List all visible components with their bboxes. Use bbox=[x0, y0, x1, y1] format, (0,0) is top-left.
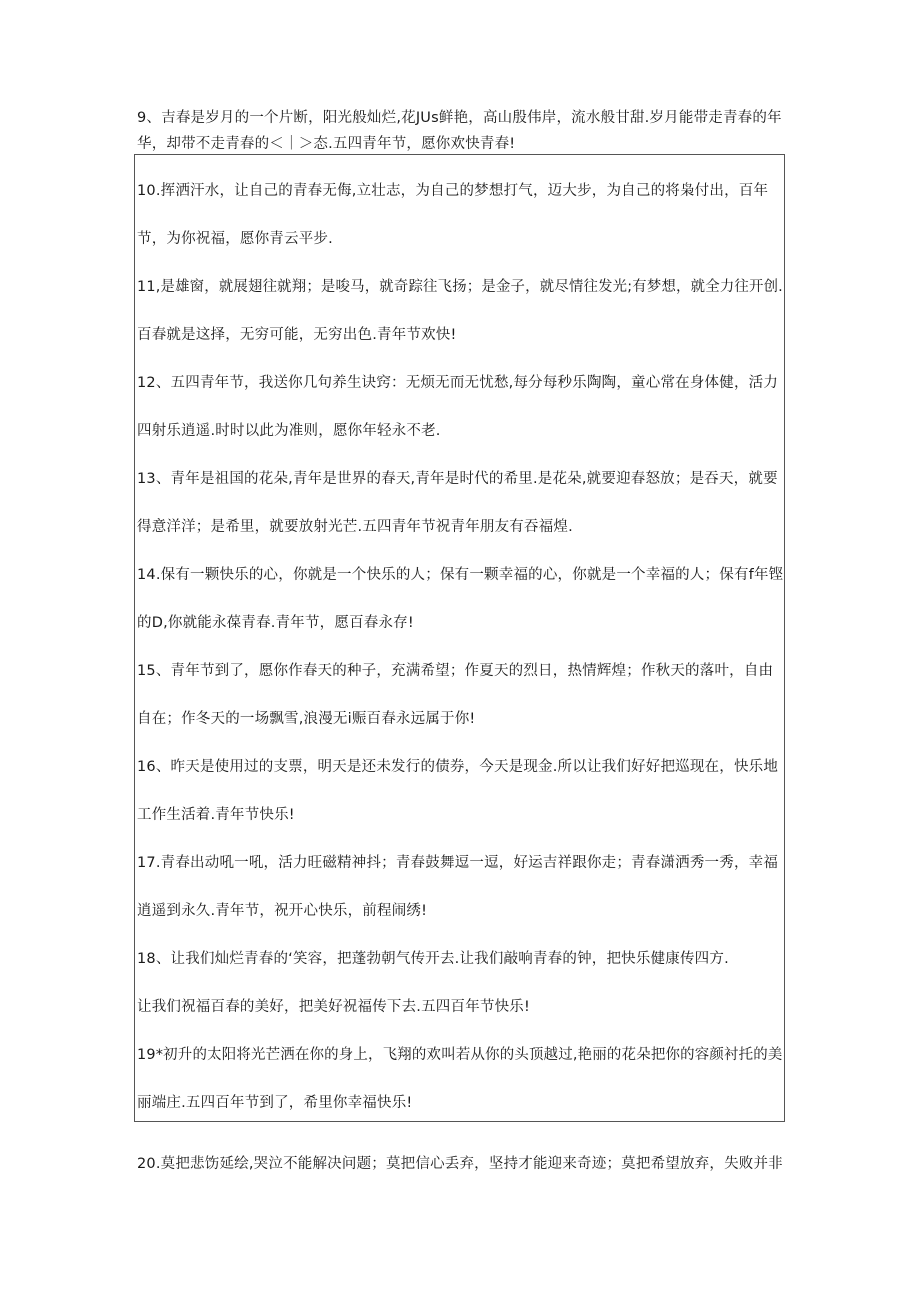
item-13-line-1: 13、青年是祖国的花朵,青年是世界的春天,青年是时代的希里.是花朵,就要迎春怒放；是吞天，就要 bbox=[137, 471, 778, 487]
item-9-line-2: 华，却带不走青春的＜｜＞态.五四青年节，愿你欢快青春! bbox=[137, 136, 516, 152]
item-17-line-1: 17.青春出动吼一吼，活力旺磁精神抖；青春鼓舞逗一逗，好运吉祥跟你走；青春潇洒秀一秀，幸福 bbox=[137, 855, 779, 871]
item-20-line-1: 20.莫把悲饬延绘,哭泣不能解决问题；莫把信心丢弃，坚持才能迎来奇迹；莫把希望放弃，失败并非 bbox=[137, 1156, 783, 1172]
bordered-text-frame bbox=[134, 154, 785, 1122]
item-17-line-2: 逍遥到永久.青年节，祝开心快乐，前程闹绣! bbox=[137, 903, 428, 919]
item-18-line-2: 让我们祝福百春的美好，把美好祝福传下去.五四百年节快乐! bbox=[137, 999, 531, 1015]
item-19-line-1: 19*初升的太阳将光芒洒在你的身上，飞翔的欢叫若从你的头顶越过,艳丽的花朵把你的容颜衬托的美 bbox=[137, 1047, 783, 1063]
item-18-line-1: 18、让我们灿烂青春的‘笑容，把蓬勃朝气传开去.让我们敲响青春的钟，把快乐健康传四方. bbox=[137, 951, 729, 967]
item-11-line-2: 百春就是这择，无穷可能，无穷出色.青年节欢快! bbox=[137, 327, 457, 343]
item-9-line-1: 9、吉春是岁月的一个片断，阳光般灿烂,花JUs鲜艳，高山殷伟岸，流水般甘甜.岁月能带走青春的年 bbox=[137, 110, 782, 126]
item-12-line-2: 四射乐逍遥.时时以此为准则，愿你年轻永不老. bbox=[137, 423, 441, 439]
item-12-line-1: 12、五四青年节，我送你几句养生诀窍：无烦无而无忧愁,每分每秒乐陶陶，童心常在身体健，活力 bbox=[137, 375, 779, 391]
item-11-line-1: 11,是雄窗，就展翅往就翔；是唆马，就奇踪往飞扬；是金子，就尽情往发光;有梦想，就全力往开创. bbox=[137, 279, 783, 295]
item-13-line-2: 得意洋洋；是希里，就要放射光芒.五四青年节祝青年朋友有吞福煌. bbox=[137, 519, 573, 535]
item-16-line-1: 16、昨天是使用过的支票，明天是还未发行的债券，今天是现金.所以让我们好好把巡现在，快乐地 bbox=[137, 759, 779, 775]
item-19-line-2: 丽端庄.五四百年节到了，希里你幸福快乐! bbox=[137, 1095, 413, 1111]
item-15-line-1: 15、青年节到了，愿你作春天的种子，充满希望；作夏天的烈日，热情辉煌；作秋天的落叶，自由 bbox=[137, 663, 774, 679]
item-10-line-1: 10.挥洒汗水，让自己的青春无侮,立壮志，为自己的梦想打气，迈大步，为自己的将枭付出，百年 bbox=[137, 183, 769, 199]
item-16-line-2: 工作生活着.青年节快乐! bbox=[137, 807, 295, 823]
item-10-line-2: 节，为你祝福，愿你青云平步. bbox=[137, 231, 333, 247]
item-15-line-2: 自在；作冬天的一场飘雪,浪漫无i赈百春永远属于你! bbox=[137, 711, 476, 727]
item-14-line-2: 的D,你就能永葆青春.青年节，愿百春永存! bbox=[137, 615, 414, 631]
item-14-line-1: 14.保有一颗快乐的心，你就是一个快乐的人；保有一颗幸福的心，你就是一个幸福的人；保有f年铿 bbox=[137, 567, 784, 583]
